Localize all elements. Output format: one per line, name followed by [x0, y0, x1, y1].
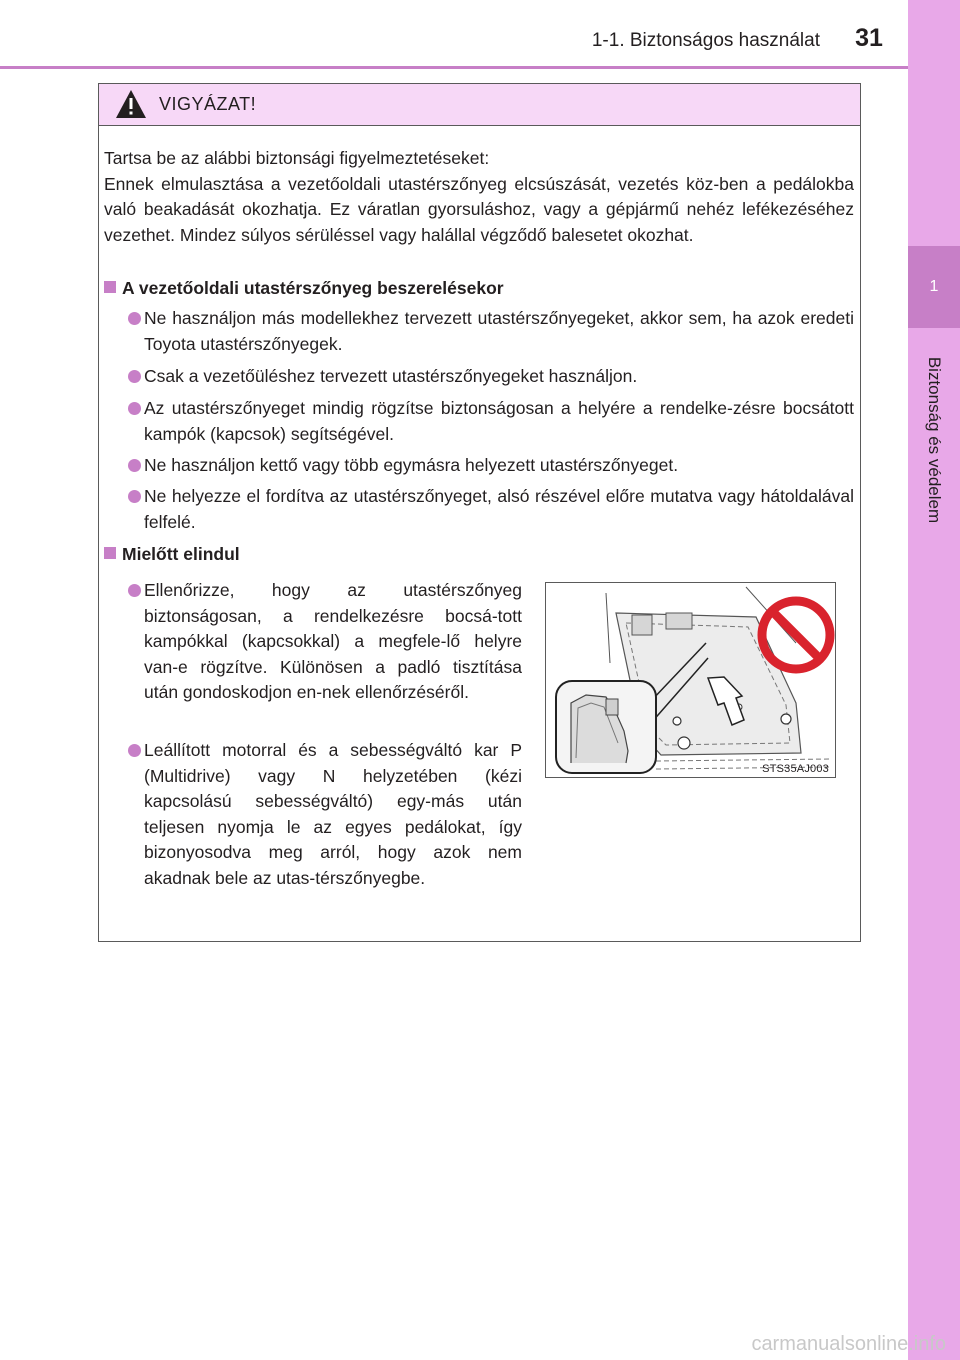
chapter-side-tab	[908, 0, 960, 1360]
floor-mat-drawing	[546, 583, 836, 778]
list-item	[144, 396, 854, 447]
list-item-text: Ellenőrizze, hogy az utastérszőnyeg biztonságosan, a rendelkezésre bocsá-tott kampókkal (kapcsokkal) a megfele-lő helyre van-e rögzítve. Különösen a padló tisztítása után gondoskodjon en-nek ellenőrzéséről.	[144, 580, 522, 702]
list-item-text: Ne helyezze el fordítva az utastérszőnyeget, alsó részével előre mutatva vagy hátoldalával felfelé.	[144, 486, 854, 532]
bullet-dot-icon	[128, 312, 141, 325]
list-item	[144, 484, 854, 535]
bullet-dot-icon	[128, 490, 141, 503]
caution-title: VIGYÁZAT!	[159, 94, 257, 114]
list-item-text: Ne használjon kettő vagy több egymásra helyezett utastérszőnyeget.	[144, 455, 679, 475]
floor-mat-illustration	[545, 582, 836, 778]
bullet-dot-icon	[128, 459, 141, 472]
watermark: carmanualsonline.info	[751, 1333, 946, 1355]
header-divider	[0, 66, 908, 69]
section-title: 1-1. Biztonságos használat	[591, 30, 820, 51]
page-number: 31	[855, 24, 883, 52]
list-item-text: Leállított motorral és a sebességváltó kar P (Multidrive) vagy N helyzetében (kézi kapcsolású sebességváltó) egy-más után teljesen nyomja le az egyes pedálokat, így bizonyosodva meg arról, hogy azok nem akadnak bele az utas-térszőnyegbe.	[144, 740, 522, 888]
chapter-title-label: Biztonság és védelem	[925, 356, 944, 524]
section-heading-text: Mielőtt elindul	[122, 544, 240, 564]
section-heading-text: A vezetőoldali utastérszőnyeg beszerelésekor	[122, 278, 504, 298]
list-item-text: Csak a vezetőüléshez tervezett utastérszőnyegeket használjon.	[144, 366, 638, 386]
bullet-dot-icon	[128, 584, 141, 597]
figure-code: STS35AJ003	[762, 763, 829, 775]
warning-triangle-icon	[115, 89, 147, 119]
list-item	[144, 364, 854, 390]
bullet-dot-icon	[128, 402, 141, 415]
chapter-number-tab: 1	[908, 246, 960, 328]
square-bullet-icon	[104, 281, 116, 293]
caution-header	[99, 84, 860, 126]
section-heading-installation	[104, 276, 504, 301]
list-item	[144, 306, 854, 357]
bullet-dot-icon	[128, 370, 141, 383]
bullet-dot-icon	[128, 744, 141, 757]
caution-intro-text: Tartsa be az alábbi biztonsági figyelmeztetéseket: Ennek elmulasztása a vezetőoldali utastérszőnyeg elcsúszását, vezetés köz-ben a pedálokba való beakadását okozhatja. Ez váratlan gyorsuláshoz, vagy a gépjármű nehéz lefékezéséhez vezethet. Mindez súlyos sérüléssel vagy halállal végződő balesetet okozhat.	[104, 148, 854, 245]
section-heading-before-driving	[104, 542, 240, 567]
square-bullet-icon	[104, 547, 116, 559]
list-item-text: Az utastérszőnyeget mindig rögzítse biztonságosan a helyére a rendelke-zésre bocsátott kampók (kapcsok) segítségével.	[144, 398, 854, 444]
list-item-text: Ne használjon más modellekhez tervezett utastérszőnyegeket, akkor sem, ha azok eredeti Toyota utastérszőnyegek.	[144, 308, 854, 354]
list-item	[144, 578, 522, 706]
list-item	[144, 738, 522, 891]
list-item	[144, 453, 854, 479]
